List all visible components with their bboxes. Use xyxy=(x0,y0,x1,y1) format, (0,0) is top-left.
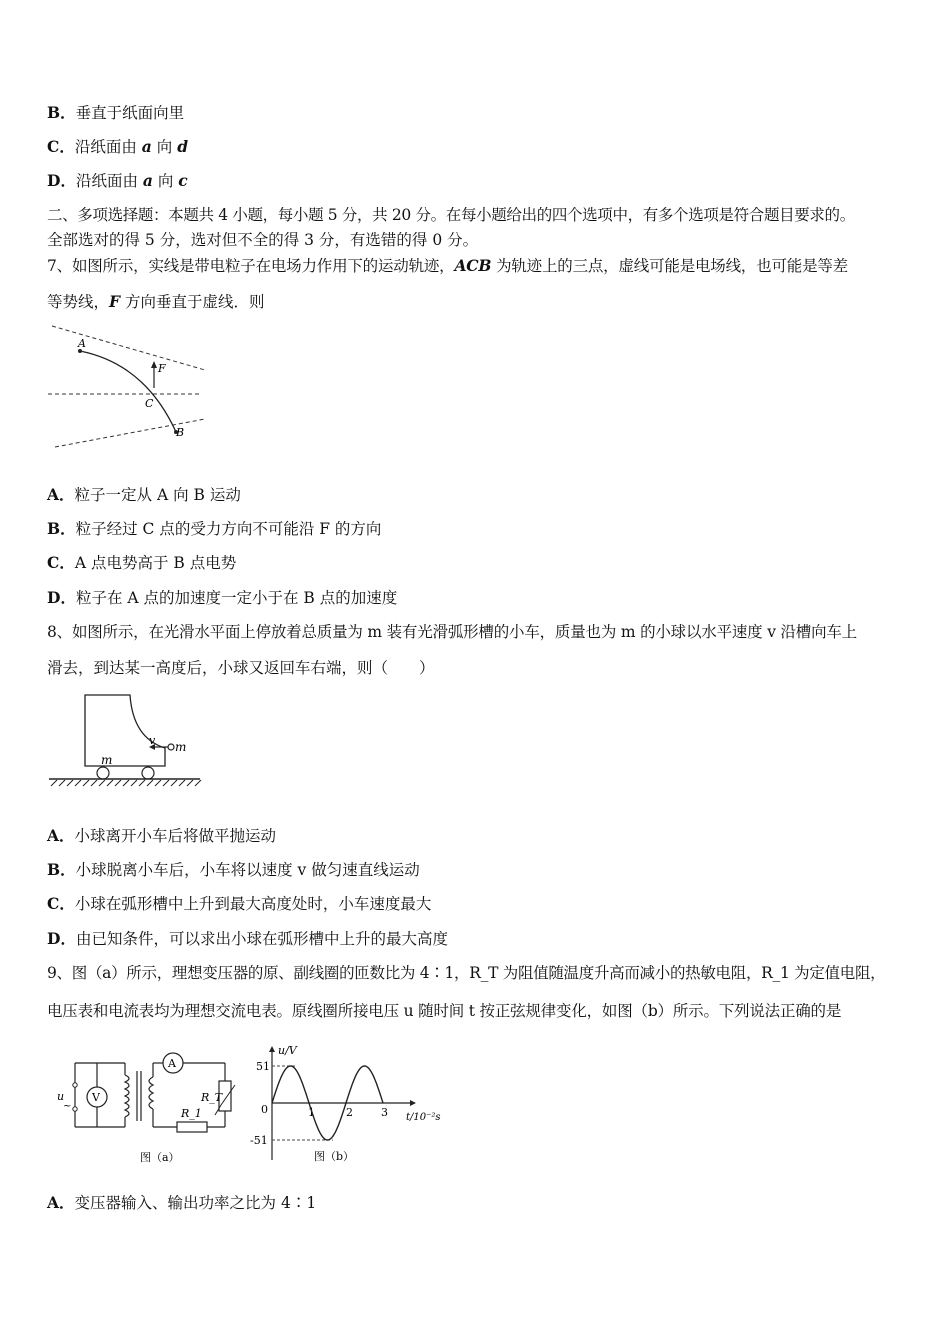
caption-a: 图（a） xyxy=(140,1151,180,1164)
q7-option-c xyxy=(47,553,236,573)
q9-option-a xyxy=(47,1193,316,1213)
option-text: 小球脱离小车后，小车将以速度 v 做匀速直线运动 xyxy=(75,861,420,879)
option-letter: C． xyxy=(47,137,75,156)
ammeter-label: A xyxy=(168,1057,176,1070)
y-axis-arrowhead xyxy=(269,1046,275,1052)
q7-stem-line2 xyxy=(47,292,264,312)
terminal-top xyxy=(73,1083,77,1087)
option-letter: B． xyxy=(47,519,76,538)
option-letter: B． xyxy=(47,103,76,122)
q8-stem-line2: 滑去，到达某一高度后，小球又返回车右端，则（ ） xyxy=(47,659,435,677)
q9-circuit-figure xyxy=(55,1045,245,1170)
q8-cart-figure xyxy=(45,690,205,795)
caption-b: 图（b） xyxy=(314,1150,355,1163)
tick-label-origin: 0 xyxy=(261,1103,268,1116)
option-letter: D． xyxy=(47,588,76,607)
stem-text: 方向垂直于虚线．则 xyxy=(120,293,265,311)
voltmeter-label: V xyxy=(92,1091,100,1104)
option-letter: B． xyxy=(47,860,76,879)
q6-option-d xyxy=(47,171,188,191)
q7-option-b xyxy=(47,519,381,539)
label-a: A xyxy=(78,337,86,350)
x-axis-arrowhead xyxy=(410,1100,416,1106)
tick-label-1: 1 xyxy=(308,1106,315,1119)
label-f: F xyxy=(158,362,166,375)
label-v: v xyxy=(149,734,156,747)
ball xyxy=(168,744,174,750)
option-letter: A． xyxy=(47,1193,75,1212)
option-text: 向 xyxy=(152,172,179,190)
q8-stem-line1: 8、如图所示，在光滑水平面上停放着总质量为 m 装有光滑弧形槽的小车，质量也为 m 的小球以水平速度 v 沿槽向车上 xyxy=(47,623,857,641)
point-label: ACB xyxy=(454,256,492,275)
option-text: 由已知条件，可以求出小球在弧形槽中上升的最大高度 xyxy=(75,930,448,948)
wheel-left xyxy=(97,767,109,779)
label-b: B xyxy=(176,426,185,439)
stem-text: 等势线， xyxy=(47,293,110,311)
q7-trajectory-figure xyxy=(40,322,215,452)
option-text: 垂直于纸面向里 xyxy=(75,104,185,122)
resistor-r1 xyxy=(177,1122,207,1132)
q8-option-a xyxy=(47,826,276,846)
option-letter: A． xyxy=(47,826,75,845)
label-c: C xyxy=(145,397,154,410)
option-text: 沿纸面由 xyxy=(74,138,142,156)
point-label: c xyxy=(178,171,188,190)
stem-text: 为轨迹上的三点，虚线可能是电场线，也可能是等差 xyxy=(491,257,848,275)
tick-label-max: 51 xyxy=(256,1060,270,1073)
q6-option-b xyxy=(47,103,184,123)
ac-source-icon: ~ xyxy=(63,1101,72,1112)
option-letter: D． xyxy=(47,171,76,190)
q7-option-d xyxy=(47,588,397,608)
terminal-bottom xyxy=(73,1107,77,1111)
point-label: a xyxy=(141,137,152,156)
q9-stem-line1: 9、图（a）所示，理想变压器的原、副线圈的匝数比为 4∶1，R_T 为阻值随温度升高而减小的热敏电阻，R_1 为定值电阻， xyxy=(47,964,886,982)
option-text: 粒子经过 C 点的受力方向不可能沿 F 的方向 xyxy=(75,520,382,538)
option-text: 沿纸面由 xyxy=(75,172,143,190)
primary-coil xyxy=(125,1075,129,1117)
tick-label-2: 2 xyxy=(346,1106,353,1119)
option-letter: A． xyxy=(47,485,75,504)
cart-body xyxy=(85,695,165,766)
option-text: 粒子一定从 A 向 B 运动 xyxy=(74,486,241,504)
q7-option-a xyxy=(47,485,241,505)
q9-stem-line2: 电压表和电流表均为理想交流电表。原线圈所接电压 u 随时间 t 按正弦规律变化，如图（b）所示。下列说法正确的是 xyxy=(47,1002,842,1020)
section-heading-line1: 二、多项选择题：本题共 4 小题，每小题 5 分，共 20 分。在每小题给出的四个选项中，有多个选项是符合题目要求的。 xyxy=(47,206,855,224)
y-axis-label: u/V xyxy=(278,1044,297,1057)
option-text: 小球离开小车后将做平抛运动 xyxy=(74,827,277,845)
option-letter: C． xyxy=(47,894,75,913)
option-letter: D． xyxy=(47,929,76,948)
option-text: 向 xyxy=(151,138,178,156)
q8-option-d xyxy=(47,929,448,949)
tick-label-min: -51 xyxy=(250,1134,268,1147)
q8-option-b xyxy=(47,860,420,880)
label-car-m: m xyxy=(101,753,113,767)
point-label: F xyxy=(109,292,121,311)
option-letter: C． xyxy=(47,553,75,572)
tick-label-3: 3 xyxy=(381,1106,388,1119)
stem-text: 7、如图所示，实线是带电粒子在电场力作用下的运动轨迹， xyxy=(47,257,455,275)
option-text: 小球在弧形槽中上升到最大高度处时，小车速度最大 xyxy=(74,895,432,913)
option-text: 变压器输入、输出功率之比为 4∶1 xyxy=(74,1194,317,1212)
q6-option-c xyxy=(47,137,188,157)
q7-stem-line1 xyxy=(47,256,848,276)
dashed-line-top xyxy=(52,326,205,370)
label-rt: R_T xyxy=(201,1091,223,1104)
point-label: a xyxy=(142,171,153,190)
ground-hatching xyxy=(51,780,201,786)
label-u: u xyxy=(57,1090,65,1103)
q8-option-c xyxy=(47,894,431,914)
label-ball-m: m xyxy=(175,740,187,754)
option-text: 粒子在 A 点的加速度一定小于在 B 点的加速度 xyxy=(75,589,398,607)
option-text: A 点电势高于 B 点电势 xyxy=(74,554,237,572)
label-r1: R_1 xyxy=(181,1107,202,1120)
force-arrowhead xyxy=(151,361,157,368)
point-label: d xyxy=(177,137,189,156)
section-heading-line2: 全部选对的得 5 分，选对但不全的得 3 分，有选错的得 0 分。 xyxy=(47,231,479,249)
q9-voltage-graph xyxy=(252,1040,457,1170)
wheel-right xyxy=(142,767,154,779)
secondary-coil xyxy=(149,1077,153,1109)
x-axis-label: t/10⁻²s xyxy=(406,1112,441,1123)
